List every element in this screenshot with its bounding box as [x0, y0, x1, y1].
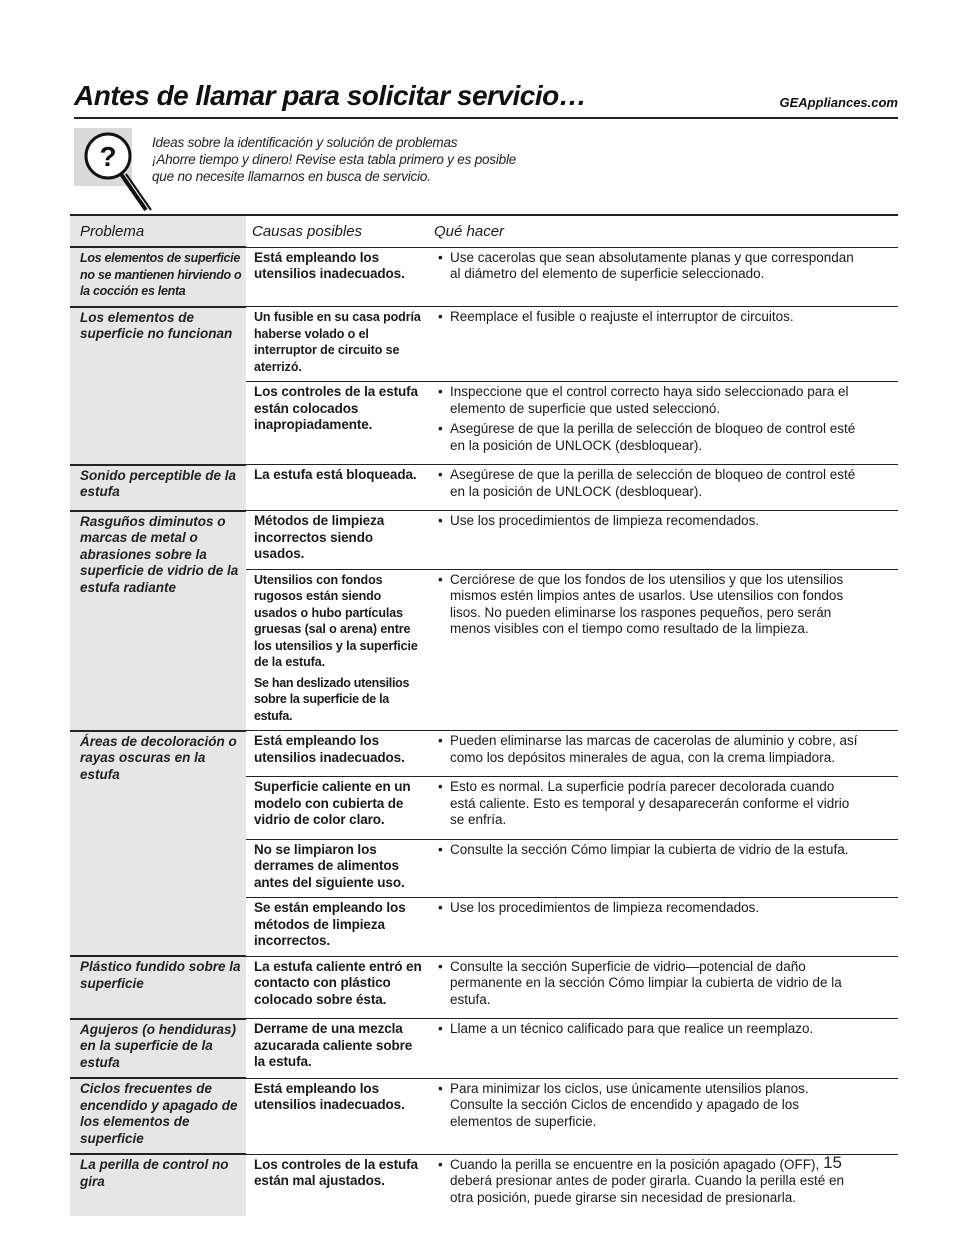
table-row: [70, 465, 898, 511]
bullet-icon: •: [438, 467, 443, 482]
header-what: Qué hacer: [428, 215, 898, 247]
cause-text: No se limpiaron los derrames de alimentos antes del siguiente uso.: [254, 841, 405, 890]
table-row: [70, 511, 898, 570]
cause-cell: [246, 1078, 428, 1154]
bullet-icon: •: [438, 733, 443, 748]
action-bullet: [432, 900, 858, 917]
cause-text: Está empleando los utensilios inadecuados.: [254, 1080, 405, 1112]
problem-cell: La perilla de control no gira: [70, 1154, 246, 1216]
problem-cell: Áreas de decoloración o rayas oscuras en la estufa: [70, 731, 246, 957]
action-text: Asegúrese de que la perilla de selección de bloqueo de control esté en la posición de UNLOCK (desbloquear).: [450, 467, 856, 499]
table-row: [70, 1019, 898, 1079]
action-bullet: [432, 733, 858, 766]
action-cell: [428, 839, 898, 898]
action-cell: [428, 247, 898, 307]
cause-text: Está empleando los utensilios inadecuados.: [254, 733, 405, 765]
problem-cell: Rasguños diminutos o marcas de metal o abrasiones sobre la superficie de vidrio de la estufa radiante: [70, 511, 246, 731]
cause-cell: [246, 777, 428, 840]
action-bullet: [432, 842, 858, 859]
cause-cell: [246, 465, 428, 511]
cause-cell: [246, 1019, 428, 1079]
page-number: 15: [823, 1153, 842, 1172]
action-cell: [428, 382, 898, 465]
bullet-icon: •: [438, 384, 443, 399]
table-row: [70, 731, 898, 777]
table-header-row: [70, 215, 898, 247]
action-cell: [428, 307, 898, 382]
problem-cell: Los elementos de superficie no funcionan: [70, 307, 246, 465]
bullet-icon: •: [438, 249, 443, 265]
cause-text: Un fusible en su casa podría haberse volado o el interruptor de circuito se aterrizó.: [254, 310, 421, 374]
intro-line: que no necesite llamarnos en busca de servicio.: [152, 169, 431, 184]
cause-cell: [246, 382, 428, 465]
action-text: Consulte la sección Cómo limpiar la cubierta de vidrio de la estufa.: [450, 841, 849, 857]
magnifier-question-icon: [74, 128, 154, 214]
cause-text: Los controles de la estufa están colocados inapropiadamente.: [254, 384, 418, 432]
cause-cell: [246, 839, 428, 898]
action-cell: [428, 1078, 898, 1154]
website-link[interactable]: GEAppliances.com: [779, 95, 898, 110]
table-row: [70, 1078, 898, 1154]
table-body: [70, 247, 898, 1216]
action-cell: [428, 956, 898, 1019]
problem-cell: Los elementos de superficie no se mantienen hirviendo o la cocción es lenta: [70, 247, 246, 307]
action-text: Cuando la perilla se encuentre en la posición apagado (OFF), deberá presionar antes de poder girarla. Cuando la perilla esté en otra posición, puede girarse sin necesidad de presionarla.: [450, 1156, 845, 1205]
intro-line: ¡Ahorre tiempo y dinero! Revise esta tabla primero y es posible: [152, 152, 517, 167]
cause-text: La estufa caliente entró en contacto con plástico colocado sobre ésta.: [254, 958, 422, 1007]
table-row: [70, 247, 898, 307]
header-problem: Problema: [70, 215, 246, 247]
cause-text: Derrame de una mezcla azucarada caliente sobre la estufa.: [254, 1021, 413, 1069]
action-text: Inspeccione que el control correcto haya sido seleccionado para el elemento de superficie que usted seleccionó.: [450, 384, 849, 416]
header-causes: Causas posibles: [246, 215, 428, 247]
problem-cell: Agujeros (o hendiduras) en la superficie de la estufa: [70, 1019, 246, 1079]
action-bullet: [432, 309, 858, 326]
bullet-icon: •: [438, 513, 443, 528]
cause-text: Se están empleando los métodos de limpieza incorrectos.: [254, 900, 406, 948]
troubleshooting-table: [70, 214, 898, 1216]
problem-cell: Ciclos frecuentes de encendido y apagado de los elementos de superficie: [70, 1078, 246, 1154]
action-cell: [428, 569, 898, 731]
action-bullet: [432, 384, 858, 417]
cause-cell: [246, 956, 428, 1019]
action-bullet: [432, 572, 858, 638]
cause-text: Los controles de la estufa están mal ajustados.: [254, 1156, 418, 1188]
action-bullet: [432, 1081, 858, 1131]
page-title: Antes de llamar para solicitar servicio…: [74, 80, 587, 111]
cause-cell: [246, 247, 428, 307]
action-text: Use los procedimientos de limpieza recomendados.: [450, 900, 760, 915]
bullet-icon: •: [438, 1156, 443, 1172]
table-row: [70, 307, 898, 382]
bullet-icon: •: [438, 421, 443, 436]
bullet-icon: •: [438, 1021, 443, 1036]
cause-text: La estufa está bloqueada.: [254, 467, 417, 482]
cause-text: Superficie caliente en un modelo con cubierta de vidrio de color claro.: [254, 779, 411, 827]
action-bullet: [432, 467, 858, 500]
action-bullet: [432, 250, 858, 283]
bullet-icon: •: [438, 1080, 443, 1096]
table-row: [70, 1154, 898, 1216]
action-text: Use cacerolas que sean absolutamente planas y que correspondan al diámetro del elemento de superficie seleccionado.: [450, 249, 854, 281]
cause-cell: [246, 569, 428, 731]
cause-cell: [246, 898, 428, 957]
action-text: Pueden eliminarse las marcas de cacerolas de aluminio y cobre, así como los depósitos minerales de agua, con la crema limpiadora.: [450, 733, 858, 765]
intro-text: [152, 134, 572, 185]
action-text: Para minimizar los ciclos, use únicamente utensilios planos. Consulte la sección Ciclos de encendido y apagado de los elementos de superficie.: [450, 1080, 809, 1129]
cause-text: Utensilios con fondos rugosos están siendo usados o hubo partículas gruesas (sal o arena) entre los utensilios y la superficie de la estufa.: [254, 572, 418, 669]
problem-cell: Sonido perceptible de la estufa: [70, 465, 246, 511]
action-cell: [428, 511, 898, 570]
action-cell: [428, 898, 898, 957]
question-glyph: ?: [99, 141, 117, 172]
bullet-icon: •: [438, 900, 443, 915]
action-text: Cerciórese de que los fondos de los utensilios y que los utensilios mismos estén limpios antes de usarlos. Use utensilios con fondos lisos. No pueden eliminarse los raspones pequeños, pero serán menos visibles con el tiempo como resultado de la limpieza.: [450, 571, 844, 636]
action-text: Reemplace el fusible o reajuste el interruptor de circuitos.: [450, 309, 794, 324]
action-bullet: [432, 421, 858, 454]
bullet-icon: •: [438, 779, 443, 794]
cause-cell: [246, 307, 428, 382]
action-cell: [428, 731, 898, 777]
action-cell: [428, 465, 898, 511]
bullet-icon: •: [438, 958, 443, 974]
action-text: Use los procedimientos de limpieza recomendados.: [450, 513, 760, 528]
bullet-icon: •: [438, 841, 443, 857]
action-bullet: [432, 1157, 858, 1207]
cause-cell: [246, 731, 428, 777]
cause-text: Está empleando los utensilios inadecuados.: [254, 249, 405, 281]
cause-cell: [246, 1154, 428, 1216]
bullet-icon: •: [438, 309, 443, 324]
action-text: Esto es normal. La superficie podría parecer decolorada cuando está caliente. Esto es temporal y desaparecerán conforme el vidrio se enfría.: [450, 779, 850, 827]
action-text: Llame a un técnico calificado para que realice un reemplazo.: [450, 1021, 814, 1036]
cause-text: Métodos de limpieza incorrectos siendo usados.: [254, 513, 385, 561]
intro-line: Ideas sobre la identificación y solución de problemas: [152, 135, 458, 150]
table-row: [70, 956, 898, 1019]
action-bullet: [432, 959, 858, 1009]
action-text: Consulte la sección Superficie de vidrio—potencial de daño permanente en la sección Cómo limpiar la cubierta de vidrio de la estufa.: [450, 958, 842, 1007]
title-divider: [74, 117, 898, 119]
problem-cell: Plástico fundido sobre la superficie: [70, 956, 246, 1019]
action-bullet: [432, 513, 858, 530]
action-bullet: [432, 779, 858, 829]
action-cell: [428, 777, 898, 840]
cause-extra-text: Se han deslizado utensilios sobre la superficie de la estufa.: [254, 675, 410, 723]
action-text: Asegúrese de que la perilla de selección de bloqueo de control esté en la posición de UNLOCK (desbloquear).: [450, 421, 856, 453]
bullet-icon: •: [438, 571, 443, 587]
action-bullet: [432, 1021, 858, 1038]
cause-cell: [246, 511, 428, 570]
action-cell: [428, 1019, 898, 1079]
